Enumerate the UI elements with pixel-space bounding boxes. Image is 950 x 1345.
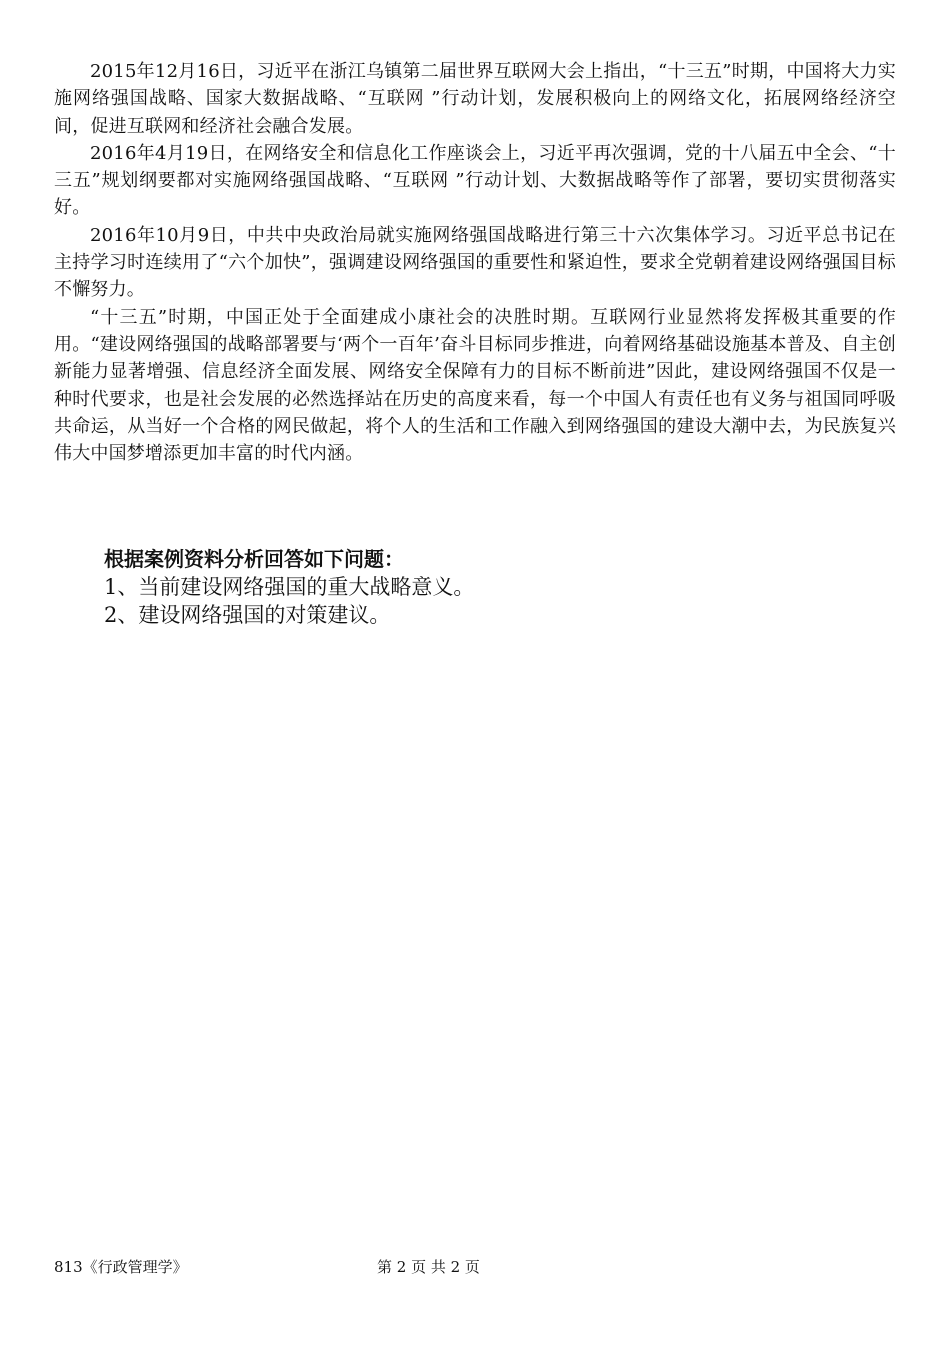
question-item-2: 2、建设网络强国的对策建议。 [104, 603, 391, 627]
question-item-1: 1、当前建设网络强国的重大战略意义。 [104, 575, 475, 599]
paragraph-4: “十三五”时期，中国正处于全面建成小康社会的决胜时期。互联网行业显然将发挥极其重要的作用。“建设网络强国的战略部署要与‘两个一百年’奋斗目标同步推进，向着网络基础设施基本普及、自主创新能力显著增强、信息经济全面发展、网络安全保障有力的目标不断前进”因此，建设网络强国不仅是一种时代要求，也是社会发展的必然选择站在历史的高度来看，每一个中国人有责任也有义务与祖国同呼吸共命运，从当好一个合格的网民做起，将个人的生活和工作融入到网络强国的建设大潮中去，为民族复兴伟大中国梦增添更加丰富的时代内涵。 [54, 306, 896, 465]
paragraph-3: 2016年10月9日，中共中央政治局就实施网络强国战略进行第三十六次集体学习。习近平总书记在主持学习时连续用了“六个加快”，强调建设网络强国的重要性和紧迫性，要求全党朝着建设网络强国目标不懈努力。 [54, 224, 896, 301]
paragraph-1: 2015年12月16日，习近平在浙江乌镇第二届世界互联网大会上指出，“十三五”时期，中国将大力实施网络强国战略、国家大数据战略、“互联网 ”行动计划，发展积极向上的网络文化，拓展网络经济空间，促进互联网和经济社会融合发展。 [54, 61, 896, 137]
paragraph-2: 2016年4月19日，在网络安全和信息化工作座谈会上，习近平再次强调，党的十八届五中全会、“十三五”规划纲要都对实施网络强国战略、“互联网 ”行动计划、大数据战略等作了部署，要切实贯彻落实好。 [54, 142, 896, 219]
footer-course-name: 813《行政管理学》 [54, 1258, 188, 1276]
footer-page-number: 第 2 页 共 2 页 [377, 1258, 480, 1276]
case-material [54, 58, 896, 467]
question-section [104, 545, 864, 629]
question-heading: 根据案例资料分析回答如下问题： [104, 547, 404, 571]
